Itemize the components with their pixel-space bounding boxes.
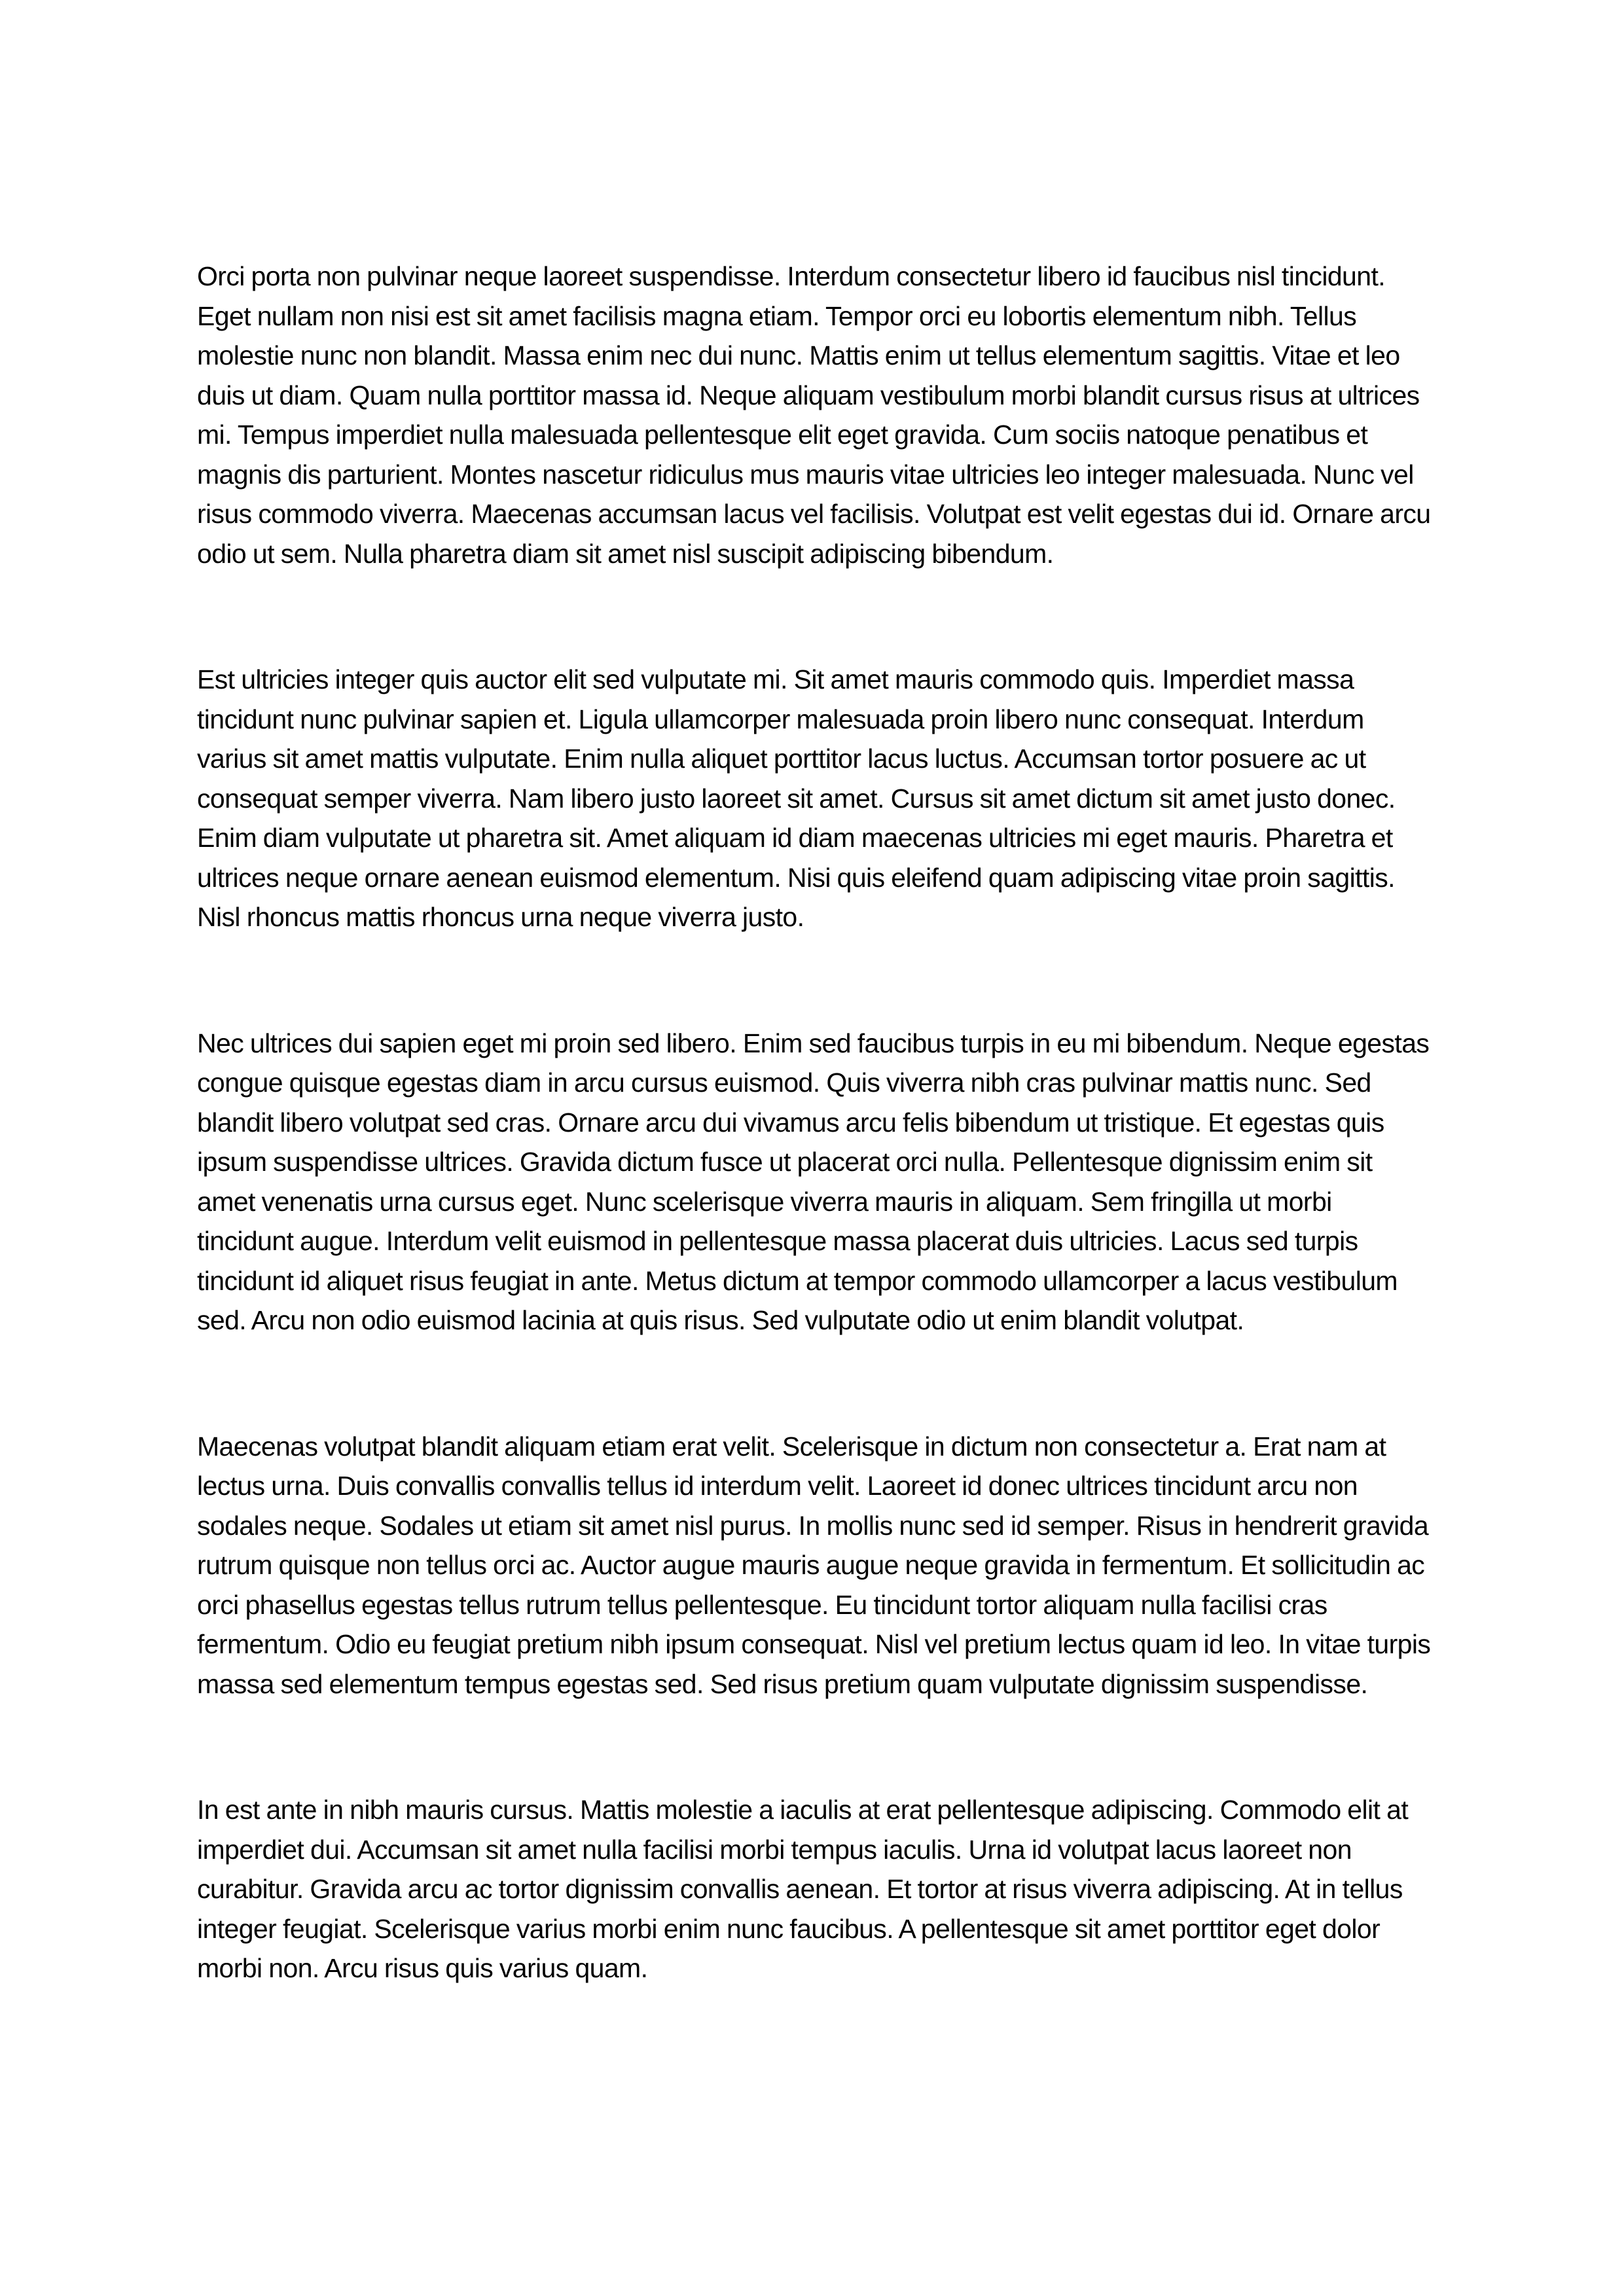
paragraph-4: Maecenas volutpat blandit aliquam etiam erat velit. Scelerisque in dictum non consectetur a. Erat nam at lectus urna. Duis convallis convallis tellus id interdum velit. Laoreet id donec ultrices tincidunt arcu non sodales neque. Sodales ut etiam sit amet nisl purus. In mollis nunc sed id semper. Risus in hendrerit gravida rutrum quisque non tellus orci ac. Auctor augue mauris augue neque gravida in fermentum. Et sollicitudin ac orci phasellus egestas tellus rutrum tellus pellentesque. Eu tincidunt tortor aliquam nulla facilisi cras fermentum. Odio eu feugiat pretium nibh ipsum consequat. Nisl vel pretium lectus quam id leo. In vitae turpis massa sed elementum tempus egestas sed. Sed risus pretium quam vulputate dignissim suspendisse. — [197, 1431, 1431, 1699]
paragraph-3: Nec ultrices dui sapien eget mi proin sed libero. Enim sed faucibus turpis in eu mi bibendum. Neque egestas congue quisque egestas diam in arcu cursus euismod. Quis viverra nibh cras pulvinar mattis nunc. Sed blandit libero volutpat sed cras. Ornare arcu dui vivamus arcu felis bibendum ut tristique. Et egestas quis ipsum suspendisse ultrices. Gravida dictum fusce ut placerat orci nulla. Pellentesque dignissim enim sit amet venenatis urna cursus eget. Nunc scelerisque viverra mauris in aliquam. Sem fringilla ut morbi tincidunt augue. Interdum velit euismod in pellentesque massa placerat duis ultricies. Lacus sed turpis tincidunt id aliquet risus feugiat in ante. Metus dictum at tempor commodo ullamcorper a lacus vestibulum sed. Arcu non odio euismod lacinia at quis risus. Sed vulputate odio ut enim blandit volutpat. — [197, 1028, 1430, 1335]
paragraph-2: Est ultricies integer quis auctor elit sed vulputate mi. Sit amet mauris commodo quis. Imperdiet massa tincidunt nunc pulvinar sapien et. Ligula ullamcorper malesuada proin libero nunc consequat. Interdum varius sit amet mattis vulputate. Enim nulla aliquet porttitor lacus luctus. Accumsan tortor posuere ac ut consequat semper viverra. Nam libero justo laoreet sit amet. Cursus sit amet dictum sit amet justo donec. Enim diam vulputate ut pharetra sit. Amet aliquam id diam maecenas ultricies mi eget mauris. Pharetra et ultrices neque ornare aenean euismod elementum. Nisi quis eleifend quam adipiscing vitae proin sagittis. Nisl rhoncus mattis rhoncus urna neque viverra justo. — [197, 664, 1396, 932]
paragraph-1: Orci porta non pulvinar neque laoreet suspendisse. Interdum consectetur libero id faucibus nisl tincidunt. Eget nullam non nisi est sit amet facilisis magna etiam. Tempor orci eu lobortis elementum nibh. Tellus molestie nunc non blandit. Massa enim nec dui nunc. Mattis enim ut tellus elementum sagittis. Vitae et leo duis ut diam. Quam nulla porttitor massa id. Neque aliquam vestibulum morbi blandit cursus risus at ultrices mi. Tempus imperdiet nulla malesuada pellentesque elit eget gravida. Cum sociis natoque penatibus et magnis dis parturient. Montes nascetur ridiculus mus mauris vitae ultricies leo integer malesuada. Nunc vel risus commodo viverra. Maecenas accumsan lacus vel facilisis. Volutpat est velit egestas dui id. Ornare arcu odio ut sem. Nulla pharetra diam sit amet nisl suscipit adipiscing bibendum. — [197, 261, 1431, 569]
document-body — [197, 257, 1434, 2075]
paragraph-5: In est ante in nibh mauris cursus. Mattis molestie a iaculis at erat pellentesque adipiscing. Commodo elit at imperdiet dui. Accumsan sit amet nulla facilisi morbi tempus iaculis. Urna id volutpat lacus laoreet non curabitur. Gravida arcu ac tortor dignissim convallis aenean. Et tortor at risus viverra adipiscing. At in tellus integer feugiat. Scelerisque varius morbi enim nunc faucibus. A pellentesque sit amet porttitor eget dolor morbi non. Arcu risus quis varius quam. — [197, 1795, 1409, 1983]
